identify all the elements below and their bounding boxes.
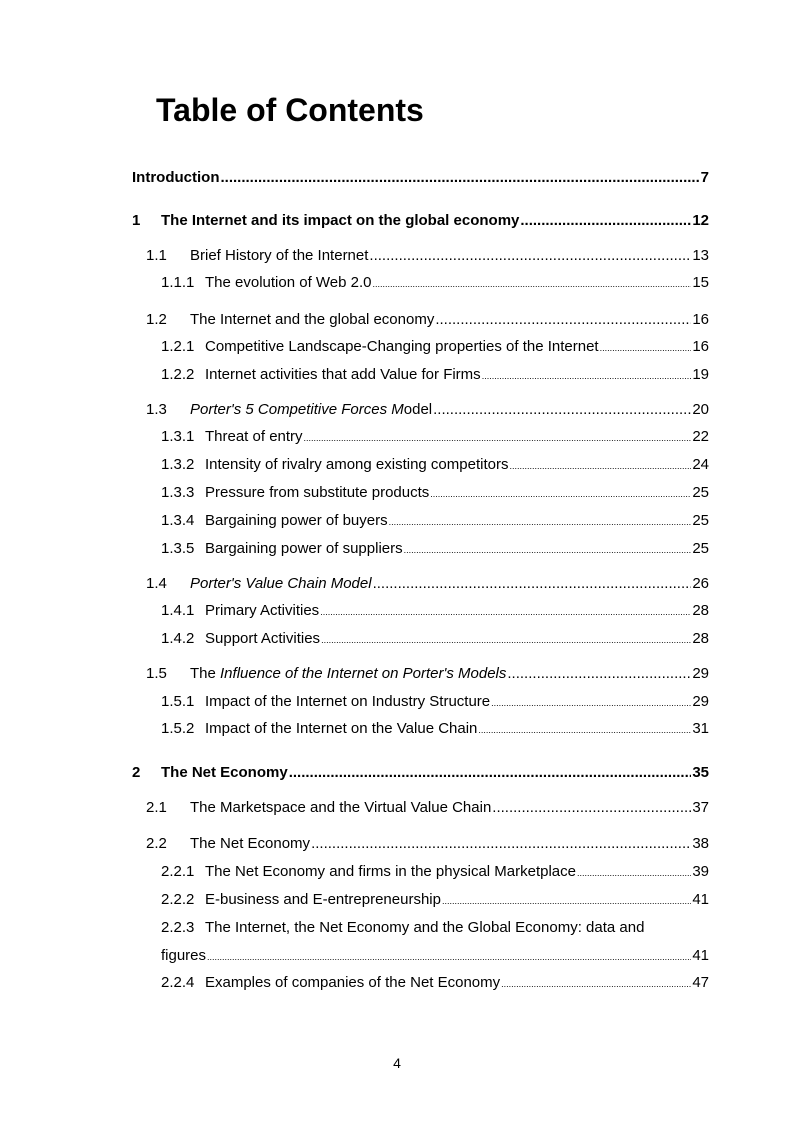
- toc-entry-number: 1.5.2: [161, 720, 195, 737]
- toc-entry-title-italic: Porter's 5 Competitive Forces M: [190, 401, 404, 418]
- toc-entry-title: Brief History of the Internet: [190, 247, 369, 264]
- dot-leader: [433, 399, 691, 421]
- toc-entry-title: Porter's Value Chain Model: [190, 575, 372, 592]
- toc-entry-number: 1.4.2: [161, 630, 195, 647]
- toc-entry-1-5-1[interactable]: [161, 691, 709, 713]
- toc-entry-number: 1: [132, 212, 141, 229]
- toc-entry-1-3-2[interactable]: [161, 454, 709, 476]
- dot-leader: [482, 365, 692, 387]
- toc-page-number: 12: [692, 212, 709, 229]
- page-number: 4: [393, 1055, 401, 1071]
- toc-page-number: 16: [692, 338, 709, 355]
- toc-entry-2-2-3-line2[interactable]: [161, 945, 709, 967]
- dot-leader: [520, 210, 691, 232]
- toc-page-number: 41: [692, 891, 709, 908]
- toc-entry-number: 1.2: [146, 311, 167, 328]
- toc-entry-1-4-2[interactable]: [161, 628, 709, 650]
- toc-entry-number: 2.2.4: [161, 974, 195, 991]
- toc-entry-number: 2.1: [146, 799, 167, 816]
- toc-entry-1-3[interactable]: [146, 399, 709, 421]
- toc-entry-title: Threat of entry: [205, 428, 303, 445]
- toc-entry-2-1[interactable]: [146, 797, 709, 819]
- toc-entry-number: 1.1.1: [161, 274, 195, 291]
- toc-page-number: 47: [692, 974, 709, 991]
- dot-leader: [207, 946, 691, 968]
- toc-entry-1-5-2[interactable]: [161, 718, 709, 740]
- toc-entry-title: The Marketspace and the Virtual Value Chain: [190, 799, 492, 816]
- toc-entry-1-2-1[interactable]: [161, 336, 709, 358]
- dot-leader: [600, 337, 692, 359]
- dot-leader: [478, 719, 691, 741]
- toc-entry-1-1-1[interactable]: [161, 272, 709, 294]
- toc-entry-title-continued: figures: [161, 947, 207, 964]
- toc-entry-title: E-business and E-entrepreneurship: [205, 891, 441, 908]
- toc-entry-1-3-4[interactable]: [161, 510, 709, 532]
- dot-leader: [404, 539, 692, 561]
- dot-leader: [442, 890, 691, 912]
- dot-leader: [389, 511, 692, 533]
- toc-entry-number: 1.3.5: [161, 540, 195, 557]
- toc-page-number: 7: [700, 169, 709, 186]
- dot-leader: [304, 427, 692, 449]
- toc-entry-title: Primary Activities: [205, 602, 320, 619]
- toc-page-number: 25: [692, 512, 709, 529]
- toc-entry-introduction[interactable]: [132, 167, 709, 189]
- dot-leader: [492, 797, 691, 819]
- toc-entry-number: 2.2.3: [161, 919, 195, 936]
- toc-entry-title: The Net Economy: [190, 835, 311, 852]
- toc-page-number: 20: [692, 401, 709, 418]
- toc-entry-title: The Net Economy and firms in the physical Marketplace: [205, 863, 576, 880]
- toc-entry-title: Intensity of rivalry among existing competitors: [205, 456, 509, 473]
- toc-entry-number: 2.2: [146, 835, 167, 852]
- toc-entry-1-3-3[interactable]: [161, 482, 709, 504]
- toc-page-number: 29: [692, 693, 709, 710]
- toc-entry-2-2-1[interactable]: [161, 861, 709, 883]
- dot-leader: [509, 455, 691, 477]
- toc-entry-title: The evolution of Web 2.0: [205, 274, 372, 291]
- toc-page-number: 41: [692, 947, 709, 964]
- toc-page-number: 13: [692, 247, 709, 264]
- dot-leader: [320, 601, 691, 623]
- dot-leader: [311, 833, 691, 855]
- toc-page-number: 38: [692, 835, 709, 852]
- dot-leader: [491, 692, 691, 714]
- toc-entry-title-rest: odel: [403, 401, 433, 418]
- dot-leader: [373, 273, 692, 295]
- dot-leader: [507, 663, 691, 685]
- toc-entry-number: 2: [132, 764, 141, 781]
- toc-entry-title: [190, 399, 432, 421]
- dot-leader: [577, 862, 691, 884]
- toc-entry-number: 1.3: [146, 401, 167, 418]
- toc-entry-number: 1.2.1: [161, 338, 195, 355]
- toc-entry-chapter-1[interactable]: [132, 210, 709, 232]
- toc-page-number: 28: [692, 602, 709, 619]
- toc-page-number: 25: [692, 540, 709, 557]
- page-title: Table of Contents: [156, 92, 424, 128]
- toc-entry-number: 1.3.2: [161, 456, 195, 473]
- toc-page-number: 16: [692, 311, 709, 328]
- toc-entry-title: [190, 663, 506, 685]
- toc-entry-title: Competitive Landscape-Changing properties of the Internet: [205, 338, 599, 355]
- toc-entry-number: 1.2.2: [161, 366, 195, 383]
- toc-entry-number: 1.4.1: [161, 602, 195, 619]
- toc-page-number: 15: [692, 274, 709, 291]
- toc-entry-2-2[interactable]: [146, 833, 709, 855]
- toc-entry-number: 1.3.3: [161, 484, 195, 501]
- toc-page-number: 26: [692, 575, 709, 592]
- toc-page-number: 28: [692, 630, 709, 647]
- toc-entry-title: The Net Economy: [161, 764, 288, 781]
- dot-leader: [435, 309, 691, 331]
- toc-entry-title: Examples of companies of the Net Economy: [205, 974, 501, 991]
- toc-entry-title-italic: Influence of the Internet on Porter's Models: [220, 665, 507, 682]
- toc-entry-1-1[interactable]: [146, 245, 709, 267]
- toc-entry-number: 1.1: [146, 247, 167, 264]
- dot-leader: [501, 973, 691, 995]
- toc-entry-title: The Internet and its impact on the global economy: [161, 212, 520, 229]
- toc-page-number: 29: [692, 665, 709, 682]
- toc-entry-1-2-2[interactable]: [161, 364, 709, 386]
- toc-entry-number: 1.3.1: [161, 428, 195, 445]
- toc-entry-number: 1.5: [146, 665, 167, 682]
- toc-entry-title: Bargaining power of buyers: [205, 512, 388, 529]
- toc-entry-title: The Internet, the Net Economy and the Global Economy: data and: [205, 919, 645, 936]
- toc-entry-title: Internet activities that add Value for Firms: [205, 366, 481, 383]
- toc-entry-title: Introduction: [132, 169, 220, 186]
- dot-leader: [321, 629, 691, 651]
- toc-entry-title: The Internet and the global economy: [190, 311, 435, 328]
- toc-entry-2-2-3-line1[interactable]: [161, 917, 644, 939]
- dot-leader: [369, 245, 691, 267]
- toc-entry-title: Bargaining power of suppliers: [205, 540, 403, 557]
- toc-entry-title: Support Activities: [205, 630, 321, 647]
- dot-leader: [289, 762, 692, 784]
- toc-entry-title: Impact of the Internet on Industry Structure: [205, 693, 491, 710]
- toc-page-number: 31: [692, 720, 709, 737]
- dot-leader: [220, 167, 699, 189]
- toc-page-number: 19: [692, 366, 709, 383]
- dot-leader: [373, 573, 692, 595]
- toc-entry-1-4-1[interactable]: [161, 600, 709, 622]
- toc-page-number: 25: [692, 484, 709, 501]
- dot-leader: [430, 483, 691, 505]
- toc-page-number: 39: [692, 863, 709, 880]
- toc-entry-number: 1.4: [146, 575, 167, 592]
- toc-page-number: 35: [692, 764, 709, 781]
- toc-entry-1-4[interactable]: [146, 573, 709, 595]
- toc-entry-title: Pressure from substitute products: [205, 484, 430, 501]
- toc-entry-1-5[interactable]: [146, 663, 709, 685]
- toc-entry-number: 1.5.1: [161, 693, 195, 710]
- toc-entry-1-3-1[interactable]: [161, 426, 709, 448]
- toc-entry-number: 2.2.1: [161, 863, 195, 880]
- toc-entry-2-2-4[interactable]: [161, 972, 709, 994]
- toc-entry-1-2[interactable]: [146, 309, 709, 331]
- toc-entry-chapter-2[interactable]: [132, 762, 709, 784]
- toc-entry-title-prefix: The: [190, 665, 221, 682]
- toc-entry-title: Impact of the Internet on the Value Chain: [205, 720, 478, 737]
- toc-page-number: 24: [692, 456, 709, 473]
- toc-page-number: 22: [692, 428, 709, 445]
- toc-entry-2-2-2[interactable]: [161, 889, 709, 911]
- toc-entry-number: 1.3.4: [161, 512, 195, 529]
- toc-entry-number: 2.2.2: [161, 891, 195, 908]
- toc-entry-1-3-5[interactable]: [161, 538, 709, 560]
- toc-page-number: 37: [692, 799, 709, 816]
